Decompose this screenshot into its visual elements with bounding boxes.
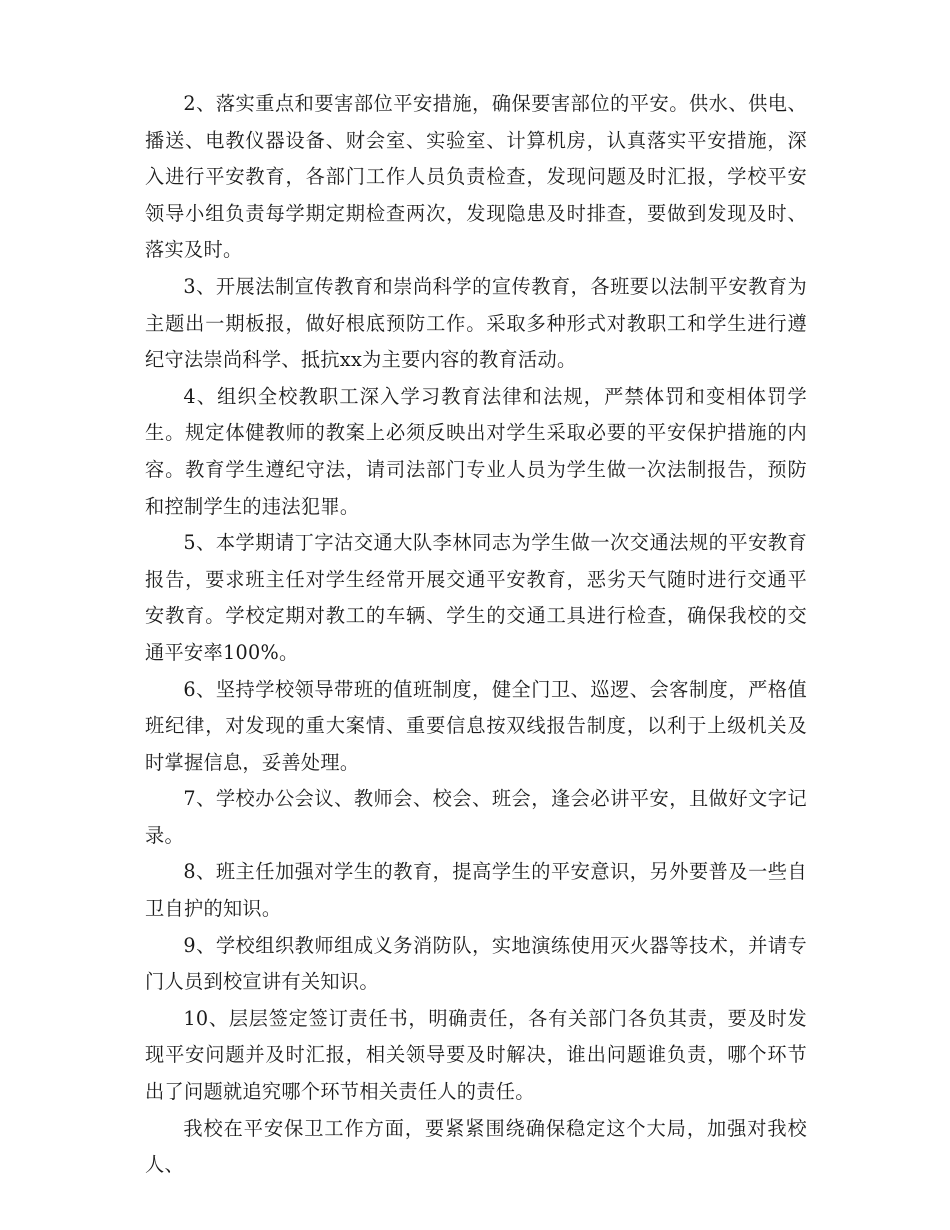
paragraph-item-6: 6、坚持学校领导带班的值班制度，健全门卫、巡逻、会客制度，严格值班纪律，对发现的重大案情、重要信息按双线报告制度，以利于上级机关及时掌握信息，妥善处理。 [145,677,807,774]
paragraph-item-4: 4、组织全校教职工深入学习教育法律和法规，严禁体罚和变相体罚学生。规定体健教师的教案上必须反映出对学生采取必要的平安保护措施的内容。教育学生遵纪守法，请司法部门专业人员为学生做一次法制报告，预防和控制学生的违法犯罪。 [145,384,807,518]
paragraph-summary: 我校在平安保卫工作方面，要紧紧围绕确保稳定这个大局，加强对我校人、 [145,1116,807,1177]
document-body [145,86,807,1184]
paragraph-item-5: 5、本学期请丁字沽交通大队李林同志为学生做一次交通法规的平安教育报告，要求班主任对学生经常开展交通平安教育，恶劣天气随时进行交通平安教育。学校定期对教工的车辆、学生的交通工具进行检查，确保我校的交通平安率100%。 [145,531,807,664]
paragraph-item-9: 9、学校组织教师组成义务消防队，实地演练使用灭火器等技术，并请专门人员到校宣讲有关知识。 [145,933,807,994]
paragraph-item-10: 10、层层签定签订责任书，明确责任，各有关部门各负其责，要及时发现平安问题并及时汇报，相关领导要及时解决，谁出问题谁负责，哪个环节出了问题就追究哪个环节相关责任人的责任。 [145,1006,807,1104]
paragraph-item-3: 3、开展法制宣传教育和崇尚科学的宣传教育，各班要以法制平安教育为主题出一期板报，做好根底预防工作。采取多种形式对教职工和学生进行遵纪守法崇尚科学、抵抗xx为主要内容的教育活动。 [145,274,807,372]
paragraph-item-7: 7、学校办公会议、教师会、校会、班会，逢会必讲平安，且做好文字记录。 [145,787,807,847]
paragraph-item-2: 2、落实重点和要害部位平安措施，确保要害部位的平安。供水、供电、播送、电教仪器设备、财会室、实验室、计算机房，认真落实平安措施，深入进行平安教育，各部门工作人员负责检查，发现问题及时汇报，学校平安领导小组负责每学期定期检查两次，发现隐患及时排查，要做到发现及时、落实及时。 [145,92,807,262]
paragraph-item-8: 8、班主任加强对学生的教育，提高学生的平安意识，另外要普及一些自卫自护的知识。 [145,860,807,921]
